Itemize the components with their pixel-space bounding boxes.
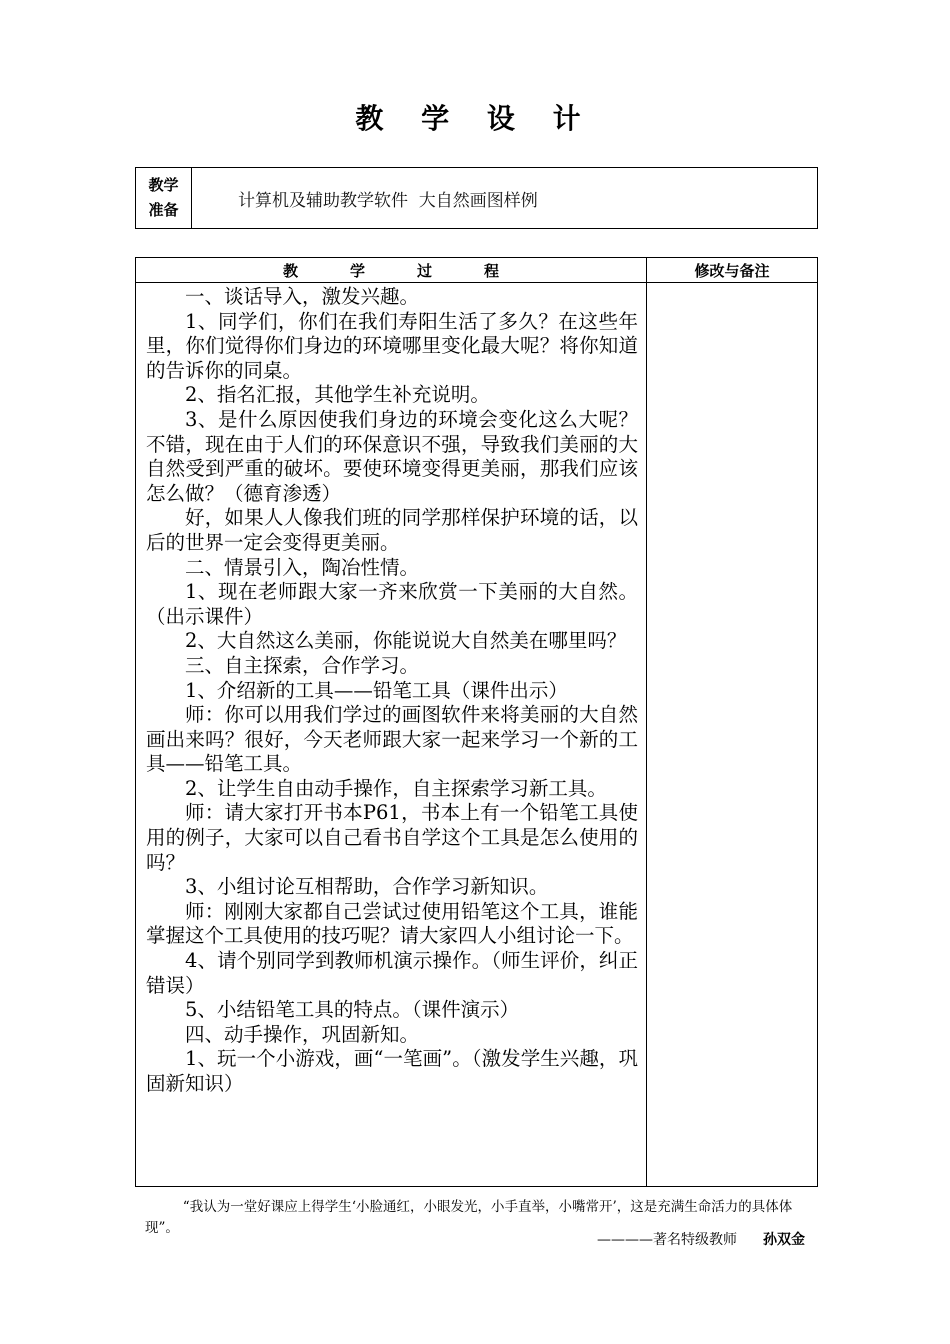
header-teaching-process: 教学过程 [136,258,647,282]
revision-notes-cell [647,283,817,1186]
process-paragraph: 1、介绍新的工具——铅笔工具（课件出示） [185,678,568,702]
teaching-process-table [135,257,818,1187]
process-paragraph: 一、谈话导入，激发兴趣。 [185,285,420,308]
header-revision-notes: 修改与备注 [694,261,770,280]
process-paragraph: 3、小组讨论互相帮助，合作学习新知识。 [185,875,549,899]
process-paragraph: 二、情景引入，陶冶性情。 [185,555,420,579]
process-paragraph: 1、同学们，你们在我们寿阳生活了多久？在这些年里，你们觉得你们身边的环境哪里变化最大呢？将你知道的告诉你的同桌。 [146,309,638,382]
process-paragraph: 1、现在老师跟大家一齐来欣赏一下美丽的大自然。（出示课件） [146,580,638,628]
process-paragraph: 三、自主探索，合作学习。 [185,653,420,677]
process-paragraph: 师：刚刚大家都自己尝试过使用铅笔这个工具，谁能掌握这个工具使用的技巧呢？请大家四人小组讨论一下。 [146,899,638,948]
attribution-prefix: ————著名特级教师 [597,1232,737,1248]
process-paragraph: 2、让学生自由动手操作，自主探索学习新工具。 [185,776,607,800]
process-content-cell [136,283,647,1186]
process-paragraph: 四、动手操作，巩固新知。 [185,1022,420,1046]
process-paragraph: 3、是什么原因使我们身边的环境会变化这么大呢？不错，现在由于人们的环保意识不强，导致我们美丽的大自然受到严重的破坏。要使环境变得更美丽，那我们应该怎么做？（德育渗透） [146,407,638,505]
attribution-name: 孙双金 [763,1232,805,1248]
process-paragraph: 师：你可以用我们学过的画图软件来将美丽的大自然画出来吗？很好，今天老师跟大家一起来学习一个新的工具——铅笔工具。 [146,703,638,776]
process-paragraph: 2、指名汇报，其他学生补充说明。 [185,383,490,407]
footer-quote: “我认为一堂好课应上得学生‘小脸通红，小眼发光，小手直举，小嘴常开’，这是充满生命活力的具体体现”。 [145,1199,793,1236]
process-paragraph: 师：请大家打开书本P61，书本上有一个铅笔工具使用的例子，大家可以自己看书自学这个工具是怎么使用的吗？ [146,801,638,874]
footer-attribution [597,1229,805,1249]
process-paragraph: 2、大自然这么美丽，你能说说大自然美在哪里吗？ [185,629,627,653]
preparation-table [135,167,818,229]
process-paragraph: 5、小结铅笔工具的特点。（课件演示） [185,998,520,1022]
process-table-header [136,258,817,283]
page-title: 教 学 设 计 [355,102,595,135]
preparation-content: 计算机及辅助教学软件 大自然画图样例 [238,190,538,211]
process-paragraph: 4、请个别同学到教师机演示操作。（师生评价，纠正错误） [146,949,638,997]
process-paragraph: 1、玩一个小游戏，画“一笔画”。（激发学生兴趣，巩固新知识） [146,1047,638,1095]
process-paragraph: 好，如果人人像我们班的同学那样保护环境的话，以后的世界一定会变得更美丽。 [146,506,638,554]
preparation-label: 教学 准备 [136,168,192,228]
